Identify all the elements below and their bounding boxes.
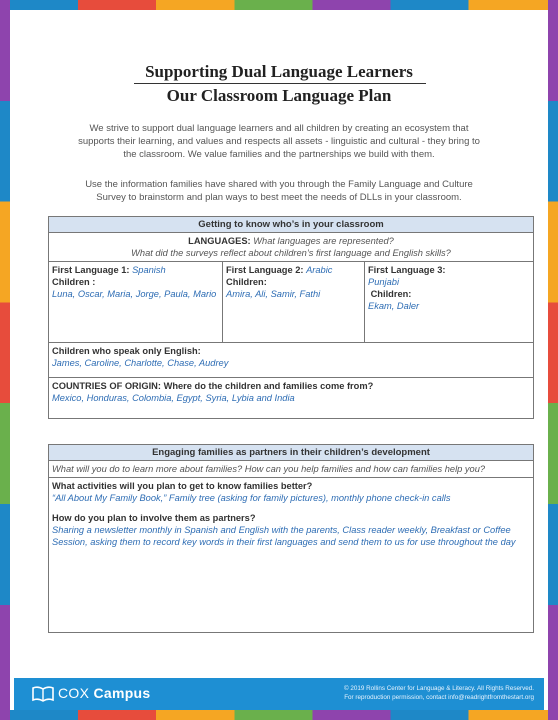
intro-paragraph-2: Use the information families have shared with you through the Family Language and Culture Survey to brainstorm and plan ways to best meet the needs of DLLs in your classroom. bbox=[85, 179, 473, 203]
language-2-children-label: Children: bbox=[226, 277, 267, 287]
activities-answer: “All About My Family Book,” Family tree (asking for family pictures), monthly phone check-in calls bbox=[52, 493, 451, 503]
page-title: Supporting Dual Language Learners bbox=[145, 62, 413, 81]
languages-columns bbox=[49, 262, 533, 343]
english-only-cell bbox=[49, 343, 533, 378]
classroom-panel bbox=[48, 216, 534, 419]
footer-bar bbox=[14, 678, 544, 710]
countries-value: Mexico, Honduras, Colombia, Egypt, Syria, Lybia and India bbox=[52, 393, 295, 403]
language-1-children-label: Children : bbox=[52, 277, 96, 287]
language-2-label: First Language 2: bbox=[226, 265, 304, 275]
families-answers-cell bbox=[49, 478, 533, 632]
page-subtitle: Our Classroom Language Plan bbox=[166, 86, 392, 105]
logo-word-cox: COX bbox=[58, 685, 90, 701]
languages-block bbox=[49, 233, 533, 262]
language-3-children: Ekam, Daler bbox=[368, 301, 420, 311]
families-panel-heading: Engaging families as partners in their children’s development bbox=[49, 445, 533, 461]
intro-paragraph-1: We strive to support dual language learners and all children by creating an ecosystem that supports their learning, and values and respects all assets - linguistic and cultural - they bring to the classroom. We value families and the partnerships we build with them. bbox=[78, 123, 480, 160]
classroom-panel-heading: Getting to know who’s in your classroom bbox=[49, 217, 533, 233]
frame-left bbox=[0, 0, 10, 720]
countries-label: COUNTRIES OF ORIGIN: Where do the children and families come from? bbox=[52, 381, 374, 391]
families-panel bbox=[48, 444, 534, 633]
language-3-label: First Language 3: bbox=[368, 265, 446, 275]
involve-answer: Sharing a newsletter monthly in Spanish and English with the parents, Class reader weekly, Breakfast or Coffee Session, asking them to record key words in their first languages and send them to us for use throughout the day bbox=[52, 525, 516, 547]
open-book-icon bbox=[32, 686, 54, 702]
language-1-cell bbox=[49, 262, 223, 342]
english-only-label: Children who speak only English: bbox=[52, 346, 201, 356]
languages-label: LANGUAGES: bbox=[188, 236, 251, 246]
languages-question-2: What did the surveys reflect about children’s first language and English skills? bbox=[131, 248, 451, 258]
copyright-line-1: © 2019 Rollins Center for Language & Literacy. All Rights Reserved. bbox=[343, 685, 534, 692]
activities-label: What activities will you plan to get to know families better? bbox=[52, 481, 313, 491]
language-1-value: Spanish bbox=[132, 265, 166, 275]
english-only-children: James, Caroline, Charlotte, Chase, Audrey bbox=[52, 358, 229, 368]
countries-cell bbox=[49, 378, 533, 418]
language-3-cell bbox=[365, 262, 533, 342]
language-3-value: Punjabi bbox=[368, 277, 400, 287]
title-divider bbox=[134, 83, 426, 84]
language-1-children: Luna, Oscar, Maria, Jorge, Paula, Mario bbox=[52, 289, 217, 299]
cox-campus-logo[interactable] bbox=[58, 685, 151, 701]
copyright-notice bbox=[294, 684, 534, 702]
languages-question-1: What languages are represented? bbox=[253, 236, 394, 246]
language-2-value: Arabic bbox=[306, 265, 333, 275]
language-2-cell bbox=[223, 262, 365, 342]
logo-word-campus: Campus bbox=[93, 685, 151, 701]
language-3-children-label: Children: bbox=[370, 289, 412, 299]
copyright-line-2: For reproduction permission, contact info@readrightfromthestart.org bbox=[344, 694, 534, 701]
language-2-children: Amira, Ali, Samir, Fathi bbox=[226, 289, 321, 299]
families-question: What will you do to learn more about families? How can you help families and how can families help you? bbox=[49, 461, 533, 478]
frame-right bbox=[548, 0, 558, 720]
document-sheet bbox=[14, 14, 544, 678]
frame-bottom bbox=[0, 710, 558, 720]
involve-label: How do you plan to involve them as partners? bbox=[52, 513, 256, 523]
frame-top bbox=[0, 0, 558, 10]
language-1-label: First Language 1: bbox=[52, 265, 130, 275]
